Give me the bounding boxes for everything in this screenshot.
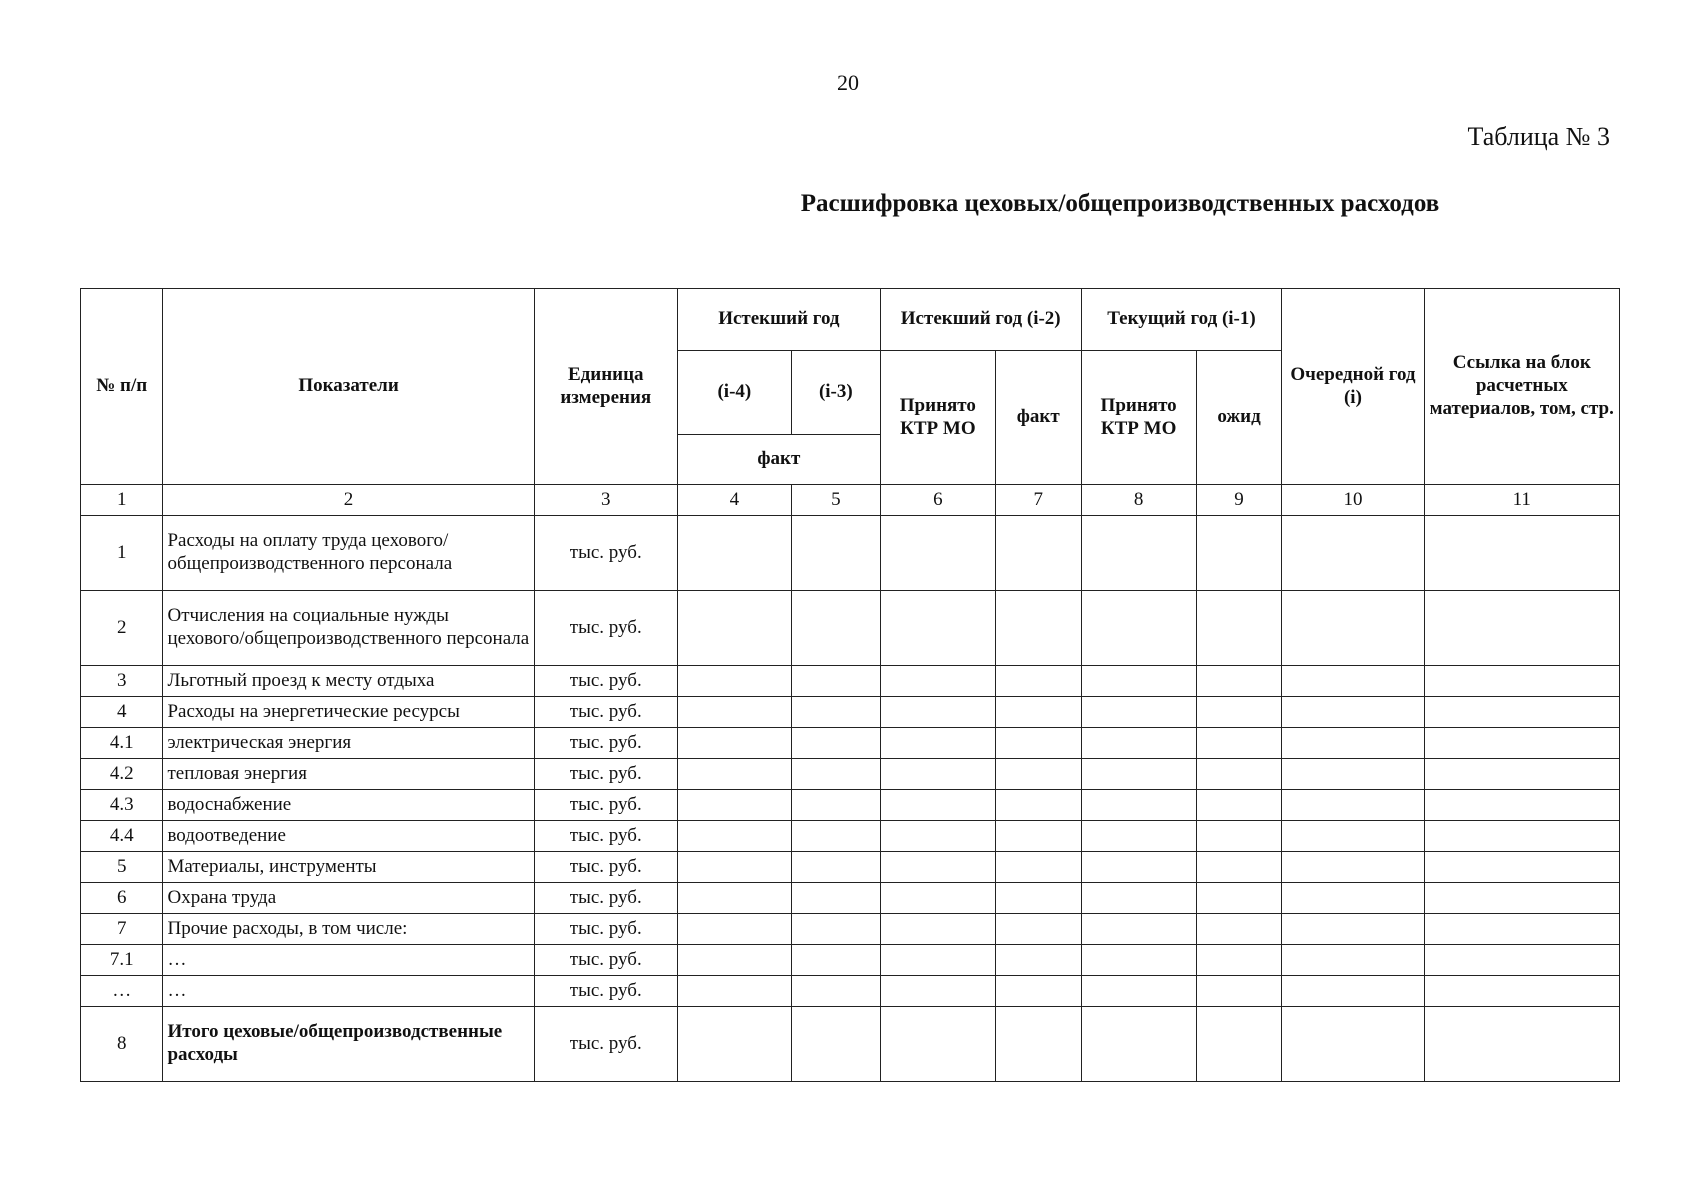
empty-cell bbox=[791, 666, 880, 697]
header-expected: ожид bbox=[1196, 351, 1282, 485]
row-num: 4 bbox=[81, 697, 163, 728]
empty-cell bbox=[677, 976, 791, 1007]
empty-cell bbox=[995, 945, 1081, 976]
row-name: Итого цеховые/общепроизводственные расходы bbox=[163, 1007, 534, 1082]
row-num: 1 bbox=[81, 516, 163, 591]
empty-cell bbox=[995, 759, 1081, 790]
row-num: 4.4 bbox=[81, 821, 163, 852]
table-row-total bbox=[81, 1007, 1620, 1082]
empty-cell bbox=[1196, 728, 1282, 759]
empty-cell bbox=[880, 945, 995, 976]
row-name: водоснабжение bbox=[163, 790, 534, 821]
empty-cell bbox=[791, 821, 880, 852]
empty-cell bbox=[1196, 945, 1282, 976]
column-number-row bbox=[81, 485, 1620, 516]
empty-cell bbox=[1282, 516, 1424, 591]
empty-cell bbox=[791, 790, 880, 821]
row-unit: тыс. руб. bbox=[534, 516, 677, 591]
column-number: 2 bbox=[163, 485, 534, 516]
empty-cell bbox=[1196, 697, 1282, 728]
page-number: 20 bbox=[837, 70, 859, 95]
empty-cell bbox=[677, 759, 791, 790]
empty-cell bbox=[1081, 976, 1196, 1007]
row-unit: тыс. руб. bbox=[534, 821, 677, 852]
column-number: 8 bbox=[1081, 485, 1196, 516]
column-number: 11 bbox=[1424, 485, 1619, 516]
empty-cell bbox=[1282, 945, 1424, 976]
empty-cell bbox=[1081, 852, 1196, 883]
empty-cell bbox=[1282, 697, 1424, 728]
row-num: … bbox=[81, 976, 163, 1007]
empty-cell bbox=[677, 728, 791, 759]
header-next-year: Очередной год (i) bbox=[1282, 289, 1424, 485]
empty-cell bbox=[1424, 591, 1619, 666]
empty-cell bbox=[880, 790, 995, 821]
table-label: Таблица № 3 bbox=[1467, 122, 1610, 151]
row-name: электрическая энергия bbox=[163, 728, 534, 759]
row-name: тепловая энергия bbox=[163, 759, 534, 790]
header-past-fact: факт bbox=[677, 435, 880, 485]
row-unit: тыс. руб. bbox=[534, 1007, 677, 1082]
empty-cell bbox=[995, 697, 1081, 728]
row-name: … bbox=[163, 945, 534, 976]
empty-cell bbox=[995, 852, 1081, 883]
empty-cell bbox=[791, 883, 880, 914]
empty-cell bbox=[1282, 914, 1424, 945]
empty-cell bbox=[880, 759, 995, 790]
row-num: 7 bbox=[81, 914, 163, 945]
empty-cell bbox=[1282, 821, 1424, 852]
empty-cell bbox=[1196, 790, 1282, 821]
empty-cell bbox=[1424, 914, 1619, 945]
row-name: Охрана труда bbox=[163, 883, 534, 914]
empty-cell bbox=[791, 945, 880, 976]
empty-cell bbox=[791, 914, 880, 945]
empty-cell bbox=[1282, 976, 1424, 1007]
empty-cell bbox=[677, 883, 791, 914]
empty-cell bbox=[1196, 976, 1282, 1007]
column-number: 3 bbox=[534, 485, 677, 516]
row-num: 4.1 bbox=[81, 728, 163, 759]
row-num: 3 bbox=[81, 666, 163, 697]
column-number: 1 bbox=[81, 485, 163, 516]
empty-cell bbox=[1081, 914, 1196, 945]
empty-cell bbox=[1081, 883, 1196, 914]
empty-cell bbox=[791, 516, 880, 591]
empty-cell bbox=[1424, 759, 1619, 790]
empty-cell bbox=[880, 821, 995, 852]
header-i4: (i-4) bbox=[677, 351, 791, 435]
empty-cell bbox=[880, 516, 995, 591]
empty-cell bbox=[1424, 976, 1619, 1007]
empty-cell bbox=[1424, 728, 1619, 759]
empty-cell bbox=[880, 914, 995, 945]
row-unit: тыс. руб. bbox=[534, 666, 677, 697]
empty-cell bbox=[995, 883, 1081, 914]
empty-cell bbox=[791, 976, 880, 1007]
empty-cell bbox=[791, 728, 880, 759]
empty-cell bbox=[1282, 852, 1424, 883]
header-unit: Единица измерения bbox=[534, 289, 677, 485]
empty-cell bbox=[677, 945, 791, 976]
empty-cell bbox=[1196, 914, 1282, 945]
empty-cell bbox=[880, 852, 995, 883]
empty-cell bbox=[995, 790, 1081, 821]
empty-cell bbox=[1081, 697, 1196, 728]
empty-cell bbox=[1282, 790, 1424, 821]
empty-cell bbox=[1081, 516, 1196, 591]
table-row bbox=[81, 666, 1620, 697]
document-title: Расшифровка цеховых/общепроизводственных расходов bbox=[800, 190, 1440, 217]
empty-cell bbox=[880, 976, 995, 1007]
header-reference: Ссылка на блок расчетных материалов, том, стр. bbox=[1424, 289, 1619, 485]
empty-cell bbox=[880, 1007, 995, 1082]
row-num: 2 bbox=[81, 591, 163, 666]
empty-cell bbox=[1282, 883, 1424, 914]
column-number: 4 bbox=[677, 485, 791, 516]
empty-cell bbox=[1424, 1007, 1619, 1082]
header-indicator: Показатели bbox=[163, 289, 534, 485]
table-row bbox=[81, 914, 1620, 945]
column-number: 5 bbox=[791, 485, 880, 516]
empty-cell bbox=[677, 516, 791, 591]
empty-cell bbox=[1196, 883, 1282, 914]
empty-cell bbox=[1282, 1007, 1424, 1082]
row-name: … bbox=[163, 976, 534, 1007]
row-name: водоотведение bbox=[163, 821, 534, 852]
empty-cell bbox=[1282, 728, 1424, 759]
empty-cell bbox=[1196, 759, 1282, 790]
empty-cell bbox=[1196, 821, 1282, 852]
empty-cell bbox=[677, 1007, 791, 1082]
row-name: Льготный проезд к месту отдыха bbox=[163, 666, 534, 697]
empty-cell bbox=[677, 591, 791, 666]
empty-cell bbox=[1424, 516, 1619, 591]
empty-cell bbox=[995, 728, 1081, 759]
empty-cell bbox=[1081, 790, 1196, 821]
row-num: 7.1 bbox=[81, 945, 163, 976]
empty-cell bbox=[1424, 883, 1619, 914]
empty-cell bbox=[791, 852, 880, 883]
row-name: Материалы, инструменты bbox=[163, 852, 534, 883]
empty-cell bbox=[995, 591, 1081, 666]
empty-cell bbox=[1081, 591, 1196, 666]
empty-cell bbox=[1081, 759, 1196, 790]
table-row bbox=[81, 945, 1620, 976]
empty-cell bbox=[995, 821, 1081, 852]
table-row bbox=[81, 976, 1620, 1007]
column-number: 7 bbox=[995, 485, 1081, 516]
table-row bbox=[81, 697, 1620, 728]
row-name: Расходы на энергетические ресурсы bbox=[163, 697, 534, 728]
row-unit: тыс. руб. bbox=[534, 883, 677, 914]
table-row bbox=[81, 852, 1620, 883]
header-accepted-ktr-2: Принято КТР МО bbox=[1081, 351, 1196, 485]
empty-cell bbox=[1424, 666, 1619, 697]
empty-cell bbox=[1282, 666, 1424, 697]
empty-cell bbox=[1081, 1007, 1196, 1082]
table-row bbox=[81, 790, 1620, 821]
empty-cell bbox=[880, 883, 995, 914]
empty-cell bbox=[1196, 516, 1282, 591]
row-unit: тыс. руб. bbox=[534, 976, 677, 1007]
empty-cell bbox=[791, 759, 880, 790]
empty-cell bbox=[1196, 591, 1282, 666]
empty-cell bbox=[1424, 852, 1619, 883]
empty-cell bbox=[791, 1007, 880, 1082]
empty-cell bbox=[1424, 945, 1619, 976]
empty-cell bbox=[677, 666, 791, 697]
row-unit: тыс. руб. bbox=[534, 697, 677, 728]
empty-cell bbox=[1424, 821, 1619, 852]
header-accepted-ktr: Принято КТР МО bbox=[880, 351, 995, 485]
empty-cell bbox=[995, 914, 1081, 945]
empty-cell bbox=[791, 591, 880, 666]
empty-cell bbox=[1081, 728, 1196, 759]
header-i3: (i-3) bbox=[791, 351, 880, 435]
table-row bbox=[81, 591, 1620, 666]
row-unit: тыс. руб. bbox=[534, 790, 677, 821]
row-unit: тыс. руб. bbox=[534, 591, 677, 666]
row-num: 8 bbox=[81, 1007, 163, 1082]
expense-table bbox=[80, 288, 1620, 1082]
header-current-year: Текущий год (i-1) bbox=[1081, 289, 1282, 351]
row-name: Расходы на оплату труда цехового/общепроизводственного персонала bbox=[163, 516, 534, 591]
empty-cell bbox=[1424, 790, 1619, 821]
empty-cell bbox=[995, 976, 1081, 1007]
empty-cell bbox=[677, 790, 791, 821]
empty-cell bbox=[1282, 759, 1424, 790]
column-number: 10 bbox=[1282, 485, 1424, 516]
row-name: Отчисления на социальные нужды цехового/общепроизводственного персонала bbox=[163, 591, 534, 666]
empty-cell bbox=[880, 591, 995, 666]
row-num: 4.2 bbox=[81, 759, 163, 790]
header-past-year-i2: Истекший год (i-2) bbox=[880, 289, 1081, 351]
row-num: 6 bbox=[81, 883, 163, 914]
table-row bbox=[81, 759, 1620, 790]
empty-cell bbox=[995, 1007, 1081, 1082]
empty-cell bbox=[677, 852, 791, 883]
column-number: 6 bbox=[880, 485, 995, 516]
empty-cell bbox=[1081, 821, 1196, 852]
empty-cell bbox=[677, 821, 791, 852]
table-row bbox=[81, 883, 1620, 914]
empty-cell bbox=[1196, 852, 1282, 883]
table-row bbox=[81, 728, 1620, 759]
row-unit: тыс. руб. bbox=[534, 759, 677, 790]
empty-cell bbox=[995, 516, 1081, 591]
header-fact: факт bbox=[995, 351, 1081, 485]
row-num: 4.3 bbox=[81, 790, 163, 821]
empty-cell bbox=[880, 666, 995, 697]
row-unit: тыс. руб. bbox=[534, 914, 677, 945]
empty-cell bbox=[1081, 945, 1196, 976]
empty-cell bbox=[995, 666, 1081, 697]
row-unit: тыс. руб. bbox=[534, 728, 677, 759]
empty-cell bbox=[1424, 697, 1619, 728]
row-name: Прочие расходы, в том числе: bbox=[163, 914, 534, 945]
empty-cell bbox=[1196, 1007, 1282, 1082]
empty-cell bbox=[677, 697, 791, 728]
row-num: 5 bbox=[81, 852, 163, 883]
empty-cell bbox=[1282, 591, 1424, 666]
empty-cell bbox=[1081, 666, 1196, 697]
row-unit: тыс. руб. bbox=[534, 852, 677, 883]
empty-cell bbox=[880, 697, 995, 728]
empty-cell bbox=[1196, 666, 1282, 697]
empty-cell bbox=[880, 728, 995, 759]
column-number: 9 bbox=[1196, 485, 1282, 516]
row-unit: тыс. руб. bbox=[534, 945, 677, 976]
empty-cell bbox=[677, 914, 791, 945]
header-past-year: Истекший год bbox=[677, 289, 880, 351]
table-row bbox=[81, 516, 1620, 591]
table-row bbox=[81, 821, 1620, 852]
header-num: № п/п bbox=[81, 289, 163, 485]
empty-cell bbox=[791, 697, 880, 728]
